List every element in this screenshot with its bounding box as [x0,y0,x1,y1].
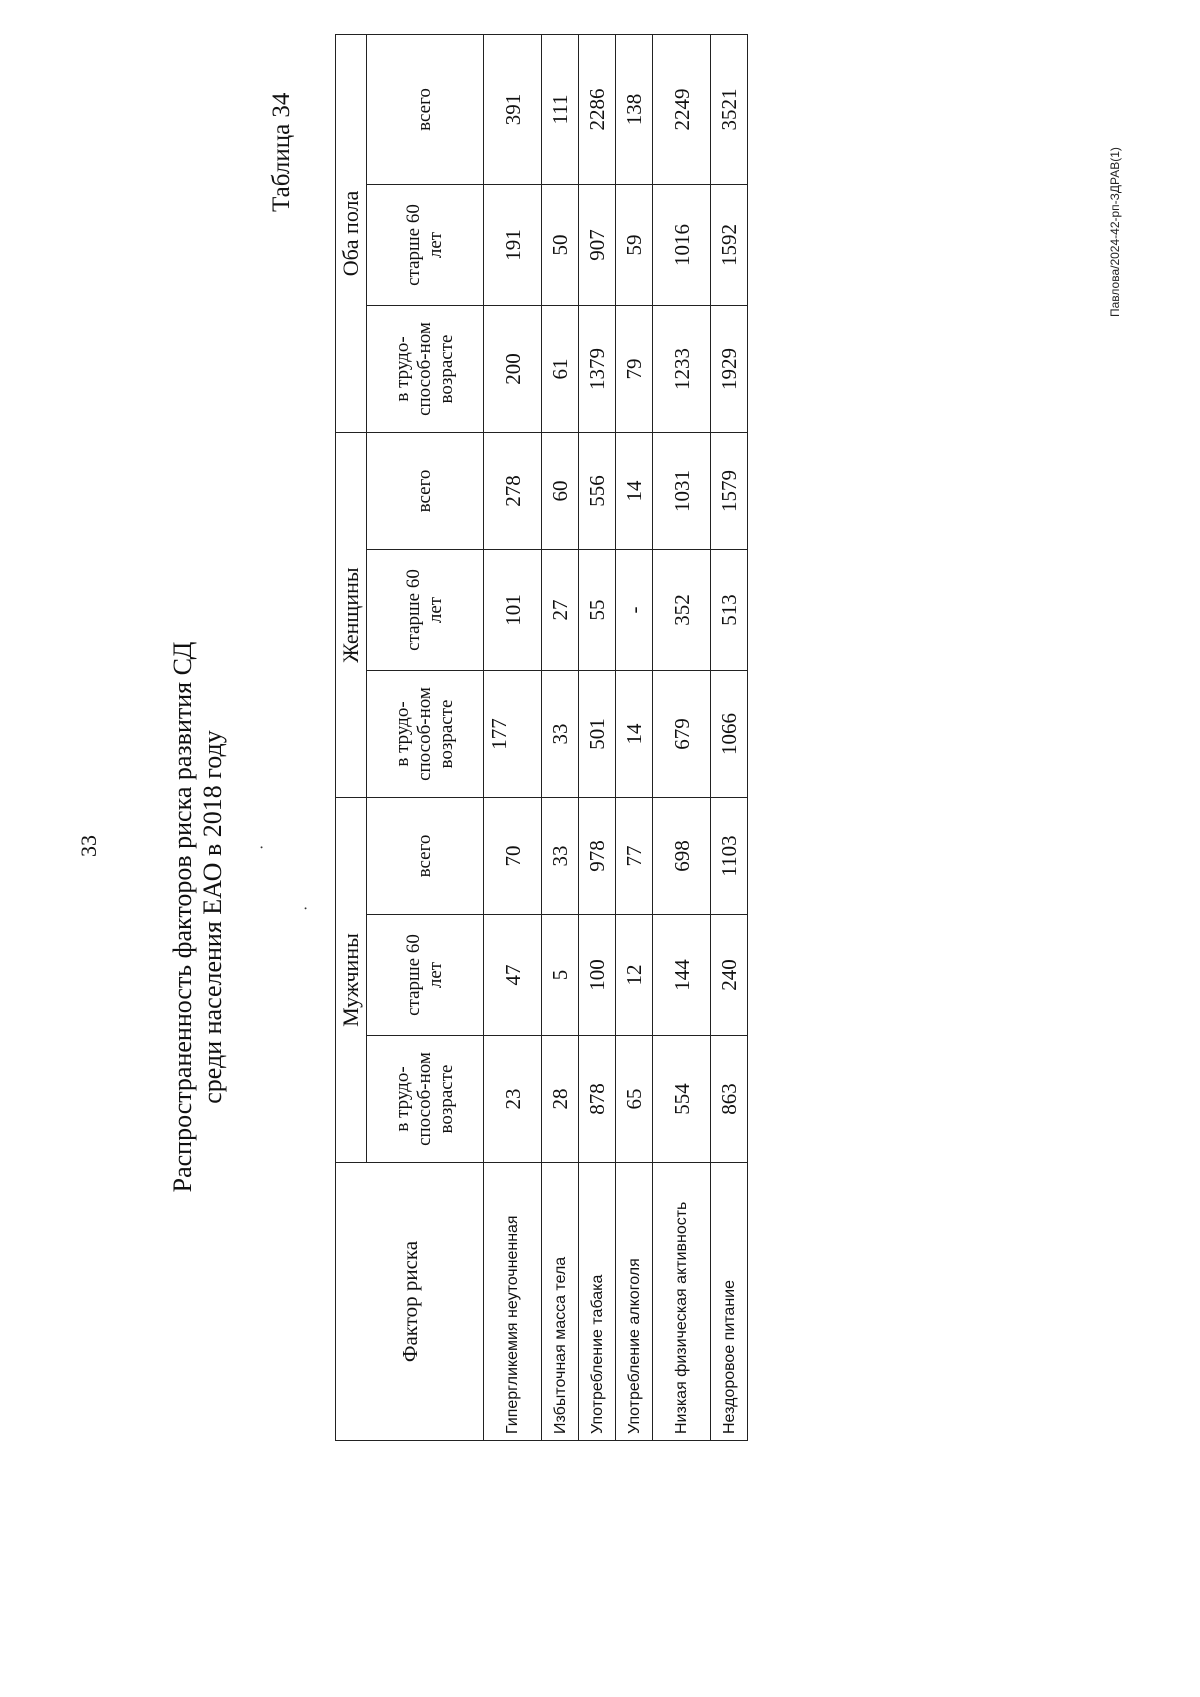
subheader-women-total: всего [367,433,484,550]
cell-men-total: 1103 [711,798,748,915]
row-factor-label: Нездоровое питание [711,1163,748,1441]
cell-men-working-age: 65 [616,1036,653,1163]
cell-women-total: 60 [542,433,579,550]
table-label: Таблица 34 [268,92,295,212]
subheader-women-working-age: в трудо-способ-ном возрасте [367,671,484,798]
subheader-men-working-age: в трудо-способ-ном возрасте [367,1036,484,1163]
subheader-both-working-age: в трудо-способ-ном возрасте [367,306,484,433]
cell-both-total: 138 [616,35,653,185]
row-factor-label: Гипергликемия неуточненная [484,1163,542,1441]
subheader-both-over-60: старше 60 лет [367,185,484,306]
cell-women-over-60: 352 [653,550,711,671]
cell-women-total: 14 [616,433,653,550]
row-factor-label: Употребление алкоголя [616,1163,653,1441]
cell-women-over-60: - [616,550,653,671]
cell-men-over-60: 240 [711,915,748,1036]
cell-women-total: 556 [579,433,616,550]
cell-women-working-age: 679 [653,671,711,798]
scan-speck: · [254,844,271,850]
subheader-both-total: всего [367,35,484,185]
cell-women-over-60: 55 [579,550,616,671]
cell-women-working-age: 1066 [711,671,748,798]
cell-women-total: 1031 [653,433,711,550]
cell-men-total: 70 [484,798,542,915]
cell-women-working-age: 501 [579,671,616,798]
subheader-women-over-60: старше 60 лет [367,550,484,671]
cell-women-over-60: 27 [542,550,579,671]
cell-women-working-age: 14 [616,671,653,798]
cell-men-total: 698 [653,798,711,915]
cell-both-over-60: 59 [616,185,653,306]
cell-both-over-60: 1016 [653,185,711,306]
cell-men-total: 77 [616,798,653,915]
cell-both-working-age: 1929 [711,306,748,433]
cell-both-working-age: 1379 [579,306,616,433]
scan-speck: · [298,905,315,911]
cell-men-over-60: 5 [542,915,579,1036]
table-title-line-1: Распространенность факторов риска развития СД [168,641,197,1193]
cell-both-working-age: 1233 [653,306,711,433]
cell-both-over-60: 1592 [711,185,748,306]
cell-men-over-60: 12 [616,915,653,1036]
group-header-row [336,35,367,1441]
cell-both-total: 3521 [711,35,748,185]
cell-men-over-60: 144 [653,915,711,1036]
table-row [616,35,653,1441]
table-title-line-2: среди населения ЕАО в 2018 году [198,730,227,1104]
cell-men-total: 33 [542,798,579,915]
row-factor-label: Низкая физическая активность [653,1163,711,1441]
cell-men-over-60: 100 [579,915,616,1036]
group-header-men: Мужчины [336,798,367,1163]
table-row [653,35,711,1441]
row-factor-label: Употребление табака [579,1163,616,1441]
subheader-men-total: всего [367,798,484,915]
cell-women-total: 278 [484,433,542,550]
risk-factor-table [335,34,748,1441]
cell-both-total: 2286 [579,35,616,185]
cell-both-working-age: 79 [616,306,653,433]
cell-women-over-60: 513 [711,550,748,671]
cell-both-over-60: 191 [484,185,542,306]
risk-factor-table-frame [335,34,748,1441]
table-row [484,35,542,1441]
document-reference: Павлова/2024-42-рп-ЗДРАВ(1) [1108,147,1122,317]
cell-men-working-age: 23 [484,1036,542,1163]
cell-women-total: 1579 [711,433,748,550]
cell-both-total: 391 [484,35,542,185]
cell-women-over-60: 101 [484,550,542,671]
group-header-women: Женщины [336,433,367,798]
cell-both-working-age: 200 [484,306,542,433]
table-row [579,35,616,1441]
row-factor-label: Избыточная масса тела [542,1163,579,1441]
table-row [711,35,748,1441]
cell-men-working-age: 878 [579,1036,616,1163]
cell-both-working-age: 61 [542,306,579,433]
cell-both-over-60: 907 [579,185,616,306]
subheader-men-over-60: старше 60 лет [367,915,484,1036]
cell-both-over-60: 50 [542,185,579,306]
page-number: 33 [76,835,101,857]
cell-both-total: 2249 [653,35,711,185]
cell-men-working-age: 863 [711,1036,748,1163]
cell-women-working-age: 33 [542,671,579,798]
corner-header: Фактор риска [336,1163,484,1441]
cell-both-total: 111 [542,35,579,185]
cell-men-working-age: 554 [653,1036,711,1163]
cell-men-total: 978 [579,798,616,915]
group-header-both: Оба пола [336,35,367,433]
table-row [542,35,579,1441]
cell-women-working-age: 177 [484,671,542,798]
cell-men-working-age: 28 [542,1036,579,1163]
cell-men-over-60: 47 [484,915,542,1036]
